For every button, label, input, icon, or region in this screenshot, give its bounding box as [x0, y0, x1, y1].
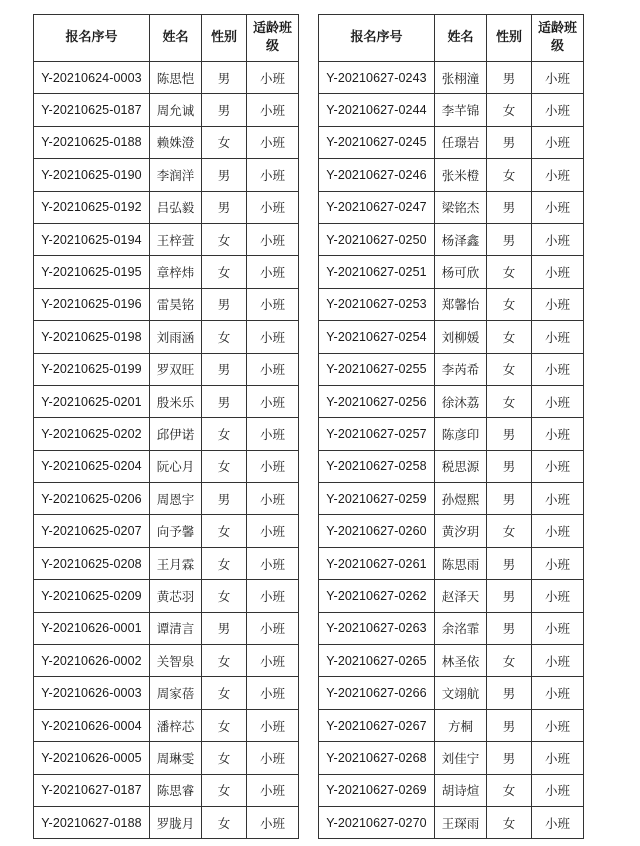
table-row — [34, 742, 299, 774]
table-row — [34, 774, 299, 806]
cell-name: 李芮希 — [435, 353, 487, 385]
table-row — [319, 742, 584, 774]
enrollment-table-right — [318, 14, 584, 839]
cell-gender: 女 — [487, 353, 532, 385]
cell-name: 徐沐荔 — [435, 385, 487, 417]
table-body-right — [319, 62, 584, 839]
header-class-line1: 适龄班 — [537, 21, 577, 36]
cell-id: Y-20210625-0190 — [34, 159, 150, 191]
cell-name: 潘梓芯 — [150, 709, 202, 741]
cell-name: 文翊航 — [435, 677, 487, 709]
table-row — [34, 418, 299, 450]
header-name: 姓名 — [435, 15, 487, 62]
cell-name: 任璟岩 — [435, 126, 487, 158]
cell-gender: 女 — [202, 515, 247, 547]
table-row — [319, 450, 584, 482]
cell-id: Y-20210625-0196 — [34, 288, 150, 320]
cell-gender: 女 — [202, 450, 247, 482]
cell-class: 小班 — [532, 288, 584, 320]
cell-id: Y-20210626-0002 — [34, 645, 150, 677]
cell-gender: 女 — [202, 580, 247, 612]
cell-class: 小班 — [532, 256, 584, 288]
cell-class: 小班 — [532, 62, 584, 94]
cell-gender: 女 — [202, 547, 247, 579]
table-row — [34, 223, 299, 255]
cell-class: 小班 — [532, 709, 584, 741]
table-body-left — [34, 62, 299, 839]
table-row — [34, 515, 299, 547]
cell-name: 刘柳媛 — [435, 321, 487, 353]
cell-name: 李润洋 — [150, 159, 202, 191]
header-id: 报名序号 — [319, 15, 435, 62]
cell-id: Y-20210626-0005 — [34, 742, 150, 774]
cell-id: Y-20210627-0254 — [319, 321, 435, 353]
cell-class: 小班 — [532, 806, 584, 838]
table-row — [319, 806, 584, 838]
cell-name: 梁铭杰 — [435, 191, 487, 223]
cell-class: 小班 — [247, 612, 299, 644]
cell-class: 小班 — [247, 580, 299, 612]
table-row — [319, 223, 584, 255]
cell-gender: 女 — [202, 418, 247, 450]
cell-gender: 男 — [487, 126, 532, 158]
cell-gender: 男 — [202, 353, 247, 385]
cell-id: Y-20210625-0204 — [34, 450, 150, 482]
cell-name: 周恩宇 — [150, 483, 202, 515]
cell-name: 向予馨 — [150, 515, 202, 547]
table-row — [319, 515, 584, 547]
cell-gender: 女 — [202, 256, 247, 288]
table-row — [319, 62, 584, 94]
cell-id: Y-20210627-0188 — [34, 806, 150, 838]
cell-gender: 女 — [202, 321, 247, 353]
cell-gender: 男 — [487, 547, 532, 579]
cell-name: 杨可欣 — [435, 256, 487, 288]
cell-class: 小班 — [247, 774, 299, 806]
cell-gender: 男 — [202, 191, 247, 223]
cell-name: 王梓萱 — [150, 223, 202, 255]
cell-name: 赖姝澄 — [150, 126, 202, 158]
cell-id: Y-20210625-0207 — [34, 515, 150, 547]
cell-gender: 女 — [202, 677, 247, 709]
cell-id: Y-20210625-0201 — [34, 385, 150, 417]
table-row — [34, 483, 299, 515]
cell-id: Y-20210627-0247 — [319, 191, 435, 223]
cell-gender: 女 — [487, 321, 532, 353]
cell-name: 周琳雯 — [150, 742, 202, 774]
table-row — [319, 418, 584, 450]
cell-gender: 女 — [202, 645, 247, 677]
table-row — [34, 321, 299, 353]
cell-id: Y-20210627-0250 — [319, 223, 435, 255]
table-row — [319, 353, 584, 385]
cell-class: 小班 — [247, 94, 299, 126]
table-row — [34, 126, 299, 158]
cell-id: Y-20210625-0199 — [34, 353, 150, 385]
cell-id: Y-20210626-0003 — [34, 677, 150, 709]
cell-id: Y-20210625-0208 — [34, 547, 150, 579]
cell-class: 小班 — [532, 774, 584, 806]
cell-gender: 男 — [487, 612, 532, 644]
cell-class: 小班 — [532, 418, 584, 450]
cell-gender: 男 — [487, 223, 532, 255]
table-row — [319, 547, 584, 579]
cell-gender: 男 — [487, 709, 532, 741]
table-row — [34, 191, 299, 223]
cell-gender: 女 — [487, 645, 532, 677]
cell-id: Y-20210627-0245 — [319, 126, 435, 158]
cell-id: Y-20210625-0194 — [34, 223, 150, 255]
cell-class: 小班 — [247, 159, 299, 191]
cell-id: Y-20210625-0187 — [34, 94, 150, 126]
header-class-line1: 适龄班 — [252, 21, 292, 36]
cell-gender: 男 — [202, 385, 247, 417]
cell-name: 赵泽天 — [435, 580, 487, 612]
cell-name: 陈思睿 — [150, 774, 202, 806]
table-row — [319, 126, 584, 158]
cell-name: 王月霖 — [150, 547, 202, 579]
cell-gender: 男 — [202, 94, 247, 126]
cell-gender: 男 — [202, 483, 247, 515]
cell-name: 罗胧月 — [150, 806, 202, 838]
cell-gender: 男 — [487, 450, 532, 482]
cell-class: 小班 — [532, 483, 584, 515]
table-row — [34, 288, 299, 320]
table-row — [319, 709, 584, 741]
cell-class: 小班 — [532, 547, 584, 579]
cell-id: Y-20210626-0001 — [34, 612, 150, 644]
cell-id: Y-20210625-0195 — [34, 256, 150, 288]
cell-id: Y-20210625-0202 — [34, 418, 150, 450]
cell-class: 小班 — [532, 677, 584, 709]
cell-gender: 男 — [487, 580, 532, 612]
cell-gender: 女 — [202, 774, 247, 806]
cell-id: Y-20210625-0206 — [34, 483, 150, 515]
cell-id: Y-20210627-0260 — [319, 515, 435, 547]
cell-gender: 女 — [487, 288, 532, 320]
table-row — [34, 645, 299, 677]
cell-name: 孙煜熙 — [435, 483, 487, 515]
cell-class: 小班 — [532, 159, 584, 191]
cell-id: Y-20210625-0209 — [34, 580, 150, 612]
cell-class: 小班 — [247, 191, 299, 223]
cell-id: Y-20210627-0262 — [319, 580, 435, 612]
table-row — [34, 677, 299, 709]
cell-id: Y-20210625-0198 — [34, 321, 150, 353]
cell-class: 小班 — [532, 321, 584, 353]
cell-class: 小班 — [247, 353, 299, 385]
table-row — [319, 191, 584, 223]
cell-class: 小班 — [247, 385, 299, 417]
cell-class: 小班 — [532, 645, 584, 677]
table-row — [319, 159, 584, 191]
cell-name: 吕弘毅 — [150, 191, 202, 223]
cell-name: 黄汐玥 — [435, 515, 487, 547]
cell-gender: 女 — [487, 94, 532, 126]
cell-id: Y-20210627-0257 — [319, 418, 435, 450]
cell-name: 殷米乐 — [150, 385, 202, 417]
cell-class: 小班 — [247, 62, 299, 94]
cell-id: Y-20210627-0269 — [319, 774, 435, 806]
cell-gender: 女 — [202, 742, 247, 774]
cell-gender: 男 — [202, 62, 247, 94]
cell-id: Y-20210627-0243 — [319, 62, 435, 94]
table-row — [319, 483, 584, 515]
table-row — [34, 353, 299, 385]
cell-name: 周允诚 — [150, 94, 202, 126]
cell-class: 小班 — [247, 288, 299, 320]
cell-name: 余洺霏 — [435, 612, 487, 644]
table-row — [319, 677, 584, 709]
cell-class: 小班 — [247, 126, 299, 158]
cell-id: Y-20210627-0255 — [319, 353, 435, 385]
cell-id: Y-20210627-0187 — [34, 774, 150, 806]
cell-name: 刘雨涵 — [150, 321, 202, 353]
cell-class: 小班 — [247, 223, 299, 255]
cell-id: Y-20210626-0004 — [34, 709, 150, 741]
cell-class: 小班 — [247, 321, 299, 353]
table-row — [34, 450, 299, 482]
cell-class: 小班 — [532, 94, 584, 126]
header-class — [532, 15, 584, 62]
header-name: 姓名 — [150, 15, 202, 62]
table-row — [34, 612, 299, 644]
cell-id: Y-20210627-0270 — [319, 806, 435, 838]
cell-gender: 女 — [487, 515, 532, 547]
header-id: 报名序号 — [34, 15, 150, 62]
cell-gender: 男 — [487, 62, 532, 94]
cell-id: Y-20210627-0246 — [319, 159, 435, 191]
cell-class: 小班 — [532, 191, 584, 223]
table-row — [319, 94, 584, 126]
cell-id: Y-20210625-0192 — [34, 191, 150, 223]
cell-class: 小班 — [247, 742, 299, 774]
cell-name: 胡诗煊 — [435, 774, 487, 806]
header-class — [247, 15, 299, 62]
cell-gender: 男 — [487, 677, 532, 709]
cell-name: 关智泉 — [150, 645, 202, 677]
table-row — [34, 256, 299, 288]
table-row — [319, 580, 584, 612]
cell-name: 黄芯羽 — [150, 580, 202, 612]
table-row — [34, 806, 299, 838]
table-row — [319, 774, 584, 806]
cell-id: Y-20210627-0266 — [319, 677, 435, 709]
cell-id: Y-20210627-0259 — [319, 483, 435, 515]
table-row — [319, 288, 584, 320]
cell-gender: 男 — [487, 483, 532, 515]
cell-gender: 女 — [487, 256, 532, 288]
cell-name: 谭清言 — [150, 612, 202, 644]
cell-class: 小班 — [532, 450, 584, 482]
cell-name: 周家蓓 — [150, 677, 202, 709]
table-row — [34, 94, 299, 126]
cell-id: Y-20210627-0258 — [319, 450, 435, 482]
cell-gender: 男 — [202, 159, 247, 191]
cell-name: 章梓炜 — [150, 256, 202, 288]
cell-name: 林圣依 — [435, 645, 487, 677]
cell-class: 小班 — [532, 126, 584, 158]
cell-name: 税思源 — [435, 450, 487, 482]
cell-class: 小班 — [532, 742, 584, 774]
cell-name: 郑馨怡 — [435, 288, 487, 320]
cell-class: 小班 — [247, 709, 299, 741]
cell-name: 陈思恺 — [150, 62, 202, 94]
cell-id: Y-20210627-0253 — [319, 288, 435, 320]
cell-gender: 女 — [202, 806, 247, 838]
table-row — [34, 385, 299, 417]
cell-class: 小班 — [247, 547, 299, 579]
cell-id: Y-20210627-0265 — [319, 645, 435, 677]
cell-class: 小班 — [247, 483, 299, 515]
cell-id: Y-20210625-0188 — [34, 126, 150, 158]
cell-name: 阮心月 — [150, 450, 202, 482]
table-row — [34, 709, 299, 741]
cell-name: 刘佳宁 — [435, 742, 487, 774]
cell-class: 小班 — [532, 385, 584, 417]
table-row — [319, 612, 584, 644]
cell-name: 陈彦印 — [435, 418, 487, 450]
cell-id: Y-20210627-0251 — [319, 256, 435, 288]
cell-id: Y-20210627-0244 — [319, 94, 435, 126]
cell-class: 小班 — [532, 580, 584, 612]
header-gender: 性别 — [487, 15, 532, 62]
table-row — [34, 62, 299, 94]
cell-class: 小班 — [532, 353, 584, 385]
enrollment-table-left — [33, 14, 299, 839]
table-row — [34, 580, 299, 612]
cell-gender: 女 — [487, 159, 532, 191]
cell-gender: 男 — [487, 191, 532, 223]
cell-class: 小班 — [247, 515, 299, 547]
table-row — [319, 256, 584, 288]
cell-name: 王琛雨 — [435, 806, 487, 838]
cell-name: 罗双旺 — [150, 353, 202, 385]
cell-class: 小班 — [247, 418, 299, 450]
header-gender: 性别 — [202, 15, 247, 62]
table-row — [319, 645, 584, 677]
cell-class: 小班 — [532, 612, 584, 644]
cell-gender: 女 — [487, 385, 532, 417]
cell-class: 小班 — [247, 806, 299, 838]
cell-class: 小班 — [532, 515, 584, 547]
cell-gender: 男 — [202, 288, 247, 320]
cell-name: 李芊锦 — [435, 94, 487, 126]
table-row — [319, 321, 584, 353]
cell-class: 小班 — [532, 223, 584, 255]
cell-class: 小班 — [247, 450, 299, 482]
cell-name: 方桐 — [435, 709, 487, 741]
cell-name: 雷昊铭 — [150, 288, 202, 320]
cell-id: Y-20210627-0261 — [319, 547, 435, 579]
cell-name: 陈思雨 — [435, 547, 487, 579]
cell-gender: 女 — [487, 806, 532, 838]
cell-class: 小班 — [247, 256, 299, 288]
cell-gender: 女 — [202, 709, 247, 741]
cell-id: Y-20210627-0268 — [319, 742, 435, 774]
table-row — [34, 159, 299, 191]
cell-id: Y-20210627-0267 — [319, 709, 435, 741]
cell-gender: 男 — [487, 742, 532, 774]
cell-class: 小班 — [247, 645, 299, 677]
cell-name: 邱伊诺 — [150, 418, 202, 450]
header-class-line2: 级 — [265, 39, 279, 54]
cell-gender: 男 — [487, 418, 532, 450]
cell-gender: 女 — [202, 126, 247, 158]
table-header-row — [34, 15, 299, 62]
table-row — [319, 385, 584, 417]
cell-gender: 女 — [202, 223, 247, 255]
cell-id: Y-20210627-0263 — [319, 612, 435, 644]
cell-name: 张栩潼 — [435, 62, 487, 94]
cell-name: 杨泽鑫 — [435, 223, 487, 255]
header-class-line2: 级 — [550, 39, 564, 54]
cell-class: 小班 — [247, 677, 299, 709]
cell-gender: 男 — [202, 612, 247, 644]
cell-gender: 女 — [487, 774, 532, 806]
table-header-row — [319, 15, 584, 62]
cell-id: Y-20210624-0003 — [34, 62, 150, 94]
cell-id: Y-20210627-0256 — [319, 385, 435, 417]
table-row — [34, 547, 299, 579]
cell-name: 张米橙 — [435, 159, 487, 191]
